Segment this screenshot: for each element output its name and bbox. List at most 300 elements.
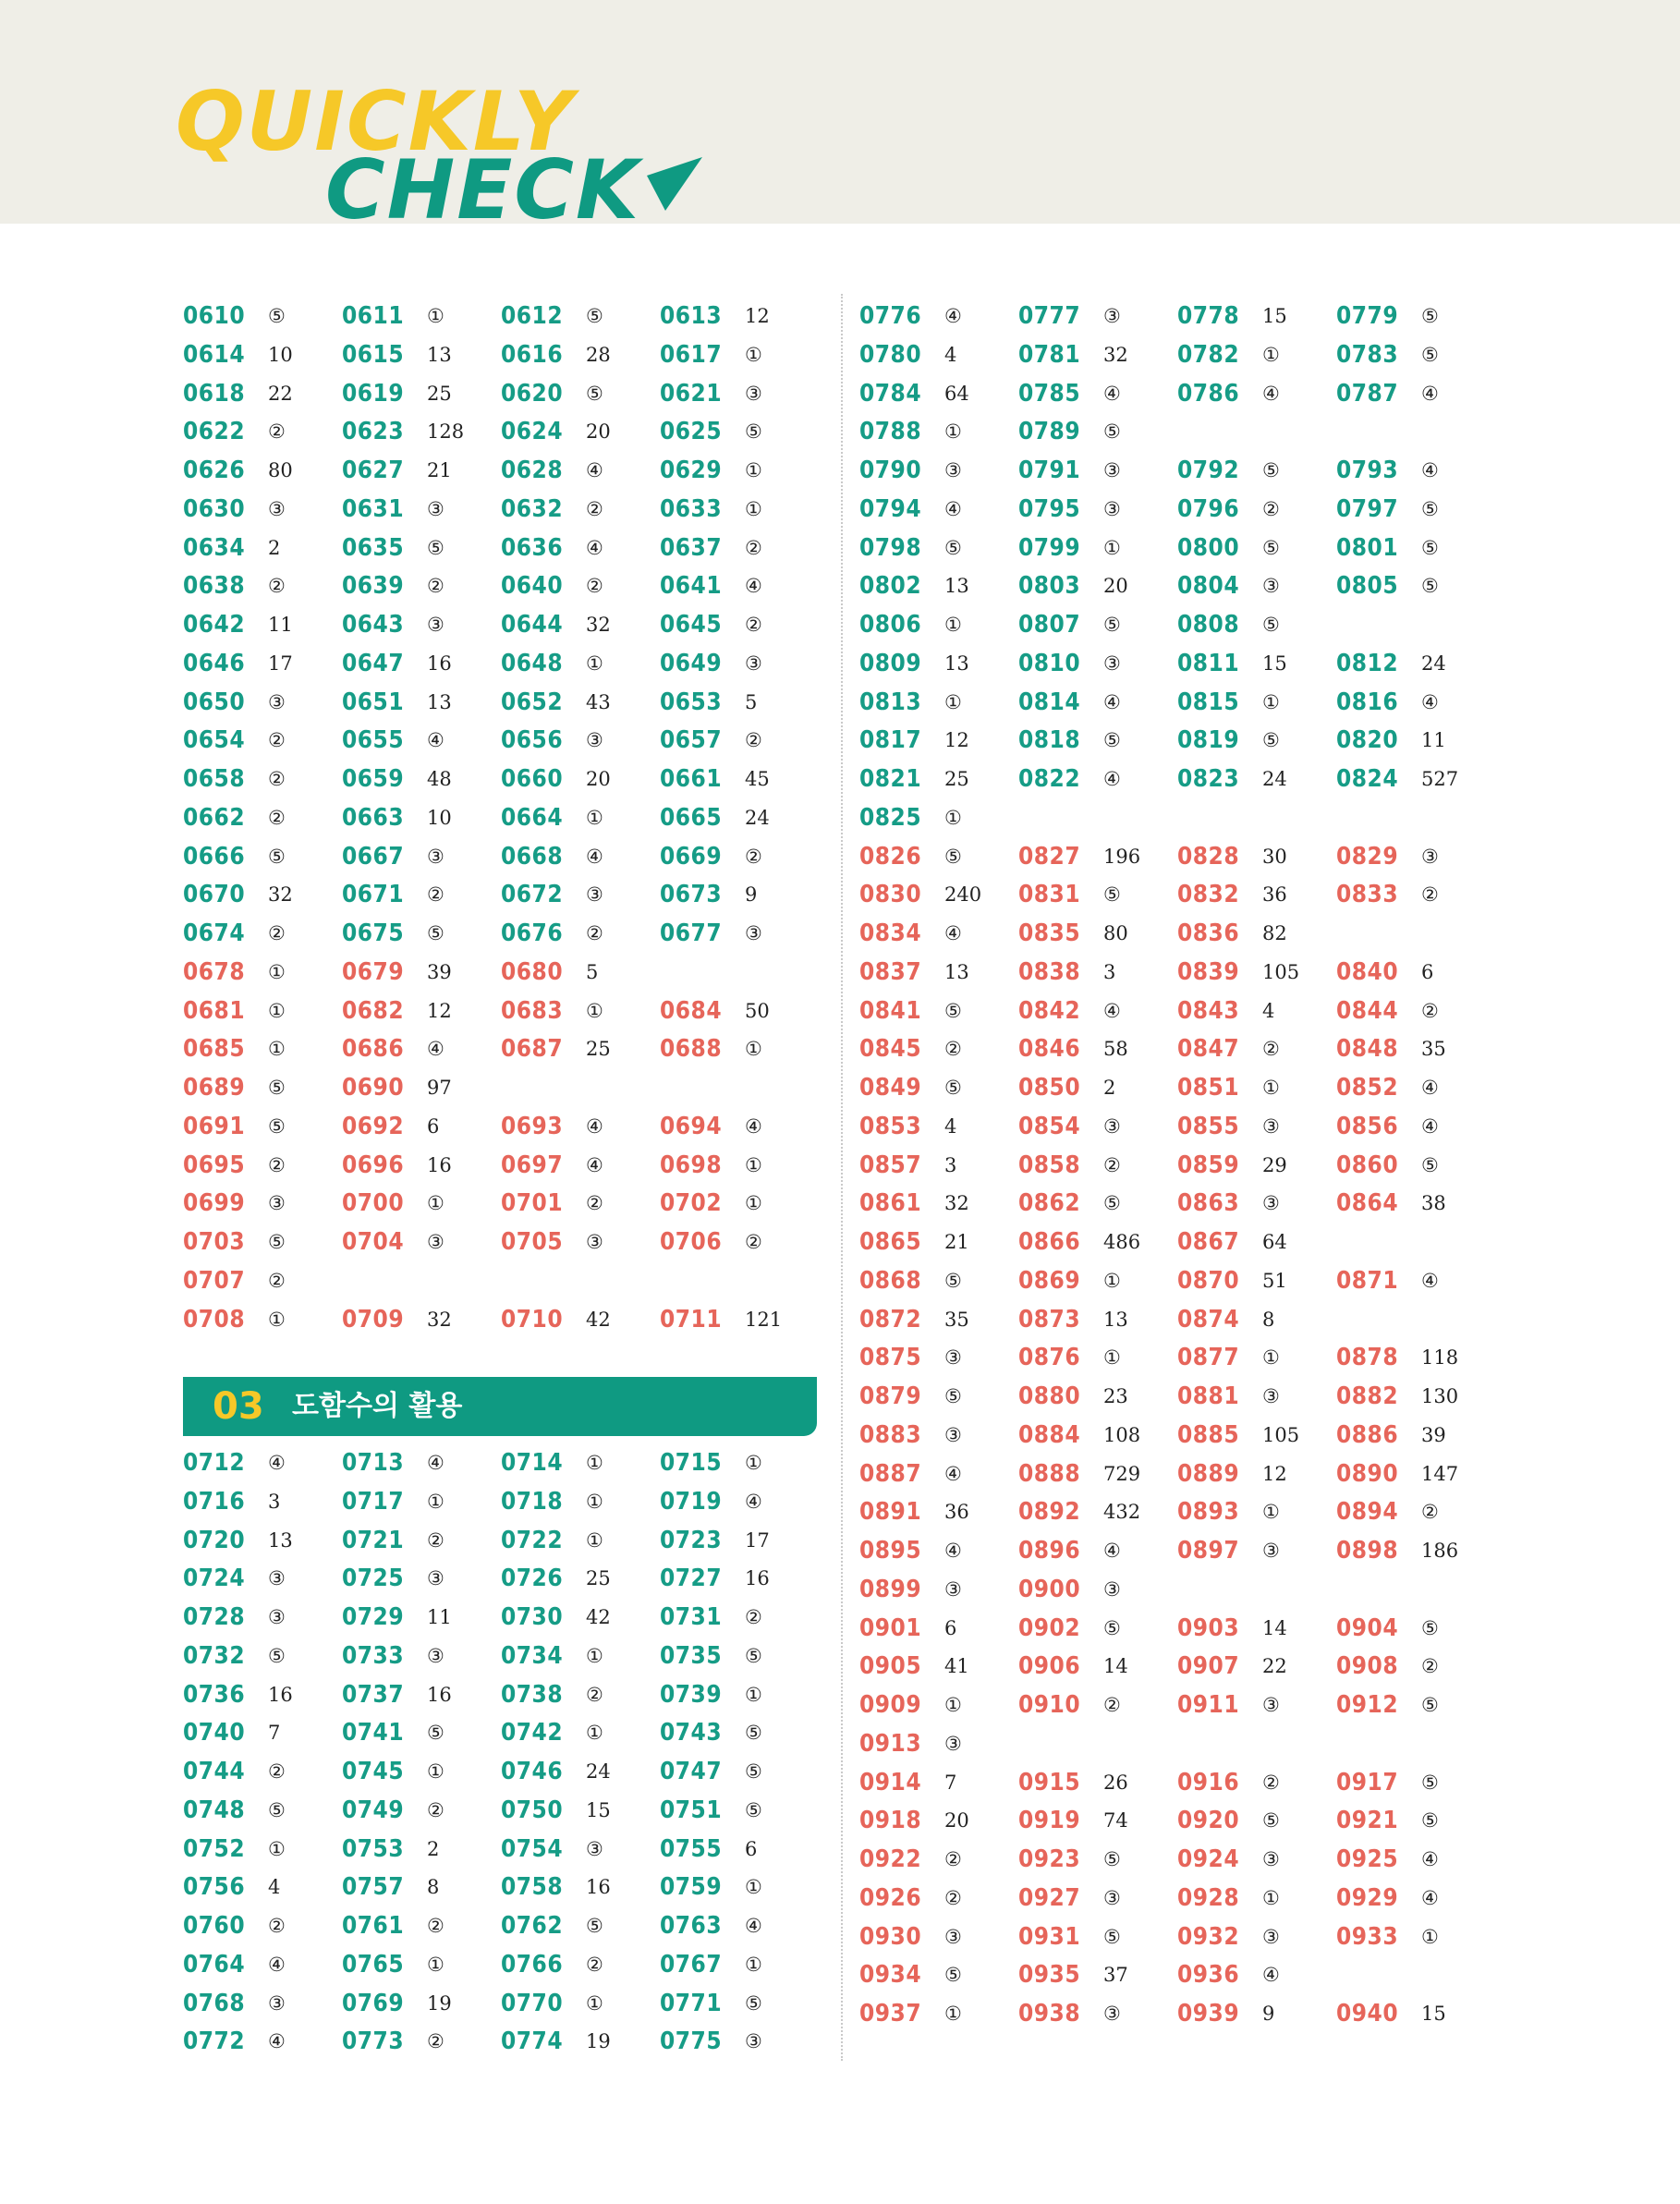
answer-value: ④ xyxy=(944,1462,962,1485)
answer-value: 16 xyxy=(745,1567,770,1590)
section-header xyxy=(183,1377,817,1436)
answer-value: ③ xyxy=(944,1925,962,1948)
answer-value: ④ xyxy=(944,1540,962,1562)
problem-number: 0714 xyxy=(501,1449,564,1477)
problem-number: 0834 xyxy=(859,919,922,947)
problem-number: 0921 xyxy=(1336,1807,1399,1835)
problem-number: 0645 xyxy=(660,611,723,639)
problem-number: 0710 xyxy=(501,1305,564,1333)
problem-number: 0626 xyxy=(183,457,246,484)
answer-value: 48 xyxy=(427,768,452,790)
answer-value: ④ xyxy=(586,845,603,868)
answer-value: 19 xyxy=(427,1991,452,2015)
problem-number: 0798 xyxy=(859,533,922,562)
problem-number: 0699 xyxy=(183,1189,246,1218)
problem-number: 0628 xyxy=(501,457,564,484)
problem-number: 0816 xyxy=(1336,688,1399,716)
answer-value: 74 xyxy=(1103,1809,1128,1833)
problem-number: 0705 xyxy=(501,1228,564,1256)
answer-value: 32 xyxy=(427,1308,452,1331)
answer-value: ② xyxy=(1421,883,1439,907)
problem-number: 0867 xyxy=(1177,1228,1240,1256)
answer-value: ⑤ xyxy=(1103,1848,1121,1870)
problem-number: 0791 xyxy=(1018,457,1081,484)
answer-value: ⑤ xyxy=(268,1231,286,1253)
problem-number: 0620 xyxy=(501,379,564,408)
problem-number: 0758 xyxy=(501,1873,564,1902)
problem-number: 0930 xyxy=(859,1922,922,1951)
section-title: 도함수의 활용 xyxy=(292,1390,463,1422)
problem-number: 0835 xyxy=(1018,919,1081,947)
answer-value: ⑤ xyxy=(268,1798,286,1821)
problem-number: 0891 xyxy=(859,1498,922,1527)
answer-value: ⑤ xyxy=(1262,536,1280,559)
answer-value: 9 xyxy=(745,883,758,907)
answer-value: 13 xyxy=(1103,1308,1128,1331)
problem-number: 0815 xyxy=(1177,688,1240,716)
answer-value: 105 xyxy=(1262,1423,1300,1446)
answer-value: 14 xyxy=(1103,1655,1128,1678)
problem-number: 0830 xyxy=(859,881,922,909)
answer-value: ⑤ xyxy=(944,1385,962,1407)
problem-number: 0909 xyxy=(859,1691,922,1719)
answer-value: 15 xyxy=(1421,2003,1446,2025)
problem-number: 0627 xyxy=(342,457,405,484)
answer-value: ① xyxy=(1262,1501,1280,1524)
problem-number: 0742 xyxy=(501,1719,564,1747)
problem-number: 0883 xyxy=(859,1420,922,1449)
answer-value: ④ xyxy=(1262,1964,1280,1987)
problem-number: 0740 xyxy=(183,1719,246,1747)
problem-number: 0825 xyxy=(859,803,922,832)
problem-number: 0927 xyxy=(1018,1883,1081,1912)
problem-number: 0712 xyxy=(183,1449,246,1477)
problem-number: 0669 xyxy=(660,842,723,871)
answer-value: ① xyxy=(1262,1346,1280,1370)
problem-number: 0743 xyxy=(660,1719,723,1747)
problem-number: 0642 xyxy=(183,611,246,639)
answer-value: 3 xyxy=(944,1153,957,1176)
problem-number: 0938 xyxy=(1018,2000,1081,2027)
problem-number: 0676 xyxy=(501,919,564,947)
problem-number: 0690 xyxy=(342,1074,405,1102)
problem-number: 0795 xyxy=(1018,494,1081,523)
answer-value: ② xyxy=(268,729,286,752)
problem-number: 0884 xyxy=(1018,1420,1081,1449)
problem-number: 0615 xyxy=(342,340,405,369)
problem-number: 0832 xyxy=(1177,881,1240,909)
answer-value: ③ xyxy=(1262,1694,1280,1716)
problem-number: 0859 xyxy=(1177,1151,1240,1179)
problem-number: 0653 xyxy=(660,688,723,716)
problem-number: 0923 xyxy=(1018,1845,1081,1873)
problem-number: 0857 xyxy=(859,1151,922,1179)
answer-value: ① xyxy=(1262,690,1280,713)
problem-number: 0733 xyxy=(342,1641,405,1670)
answer-value: ③ xyxy=(1103,1886,1121,1909)
answer-value: 13 xyxy=(268,1528,293,1552)
problem-number: 0839 xyxy=(1177,957,1240,986)
answer-value: ① xyxy=(268,1038,286,1061)
answer-value: ④ xyxy=(1103,999,1121,1022)
problem-number: 0715 xyxy=(660,1449,723,1477)
answer-value: ① xyxy=(745,1038,762,1061)
answer-value: ② xyxy=(1262,1771,1280,1794)
answer-value: ⑤ xyxy=(1421,1694,1439,1716)
answer-value: 37 xyxy=(1103,1964,1128,1987)
problem-number: 0737 xyxy=(342,1680,405,1709)
problem-number: 0803 xyxy=(1018,572,1081,601)
problem-number: 0684 xyxy=(660,996,723,1025)
answer-value: ⑤ xyxy=(944,1964,962,1987)
answer-value: 432 xyxy=(1103,1501,1141,1524)
answer-value: ⑤ xyxy=(745,1798,762,1821)
problem-number: 0652 xyxy=(501,688,564,716)
answer-value: ③ xyxy=(1262,1114,1280,1138)
problem-number: 0843 xyxy=(1177,996,1240,1025)
problem-number: 0870 xyxy=(1177,1266,1240,1295)
problem-number: 0729 xyxy=(342,1603,405,1631)
problem-number: 0727 xyxy=(660,1565,723,1593)
problem-number: 0713 xyxy=(342,1449,405,1477)
answer-value: ② xyxy=(268,575,286,598)
answer-value: ③ xyxy=(427,1567,444,1590)
problem-number: 0838 xyxy=(1018,957,1081,986)
answer-value: 42 xyxy=(586,1606,611,1628)
problem-number: 0630 xyxy=(183,494,246,523)
answer-value: ① xyxy=(944,2003,962,2025)
answer-value: ① xyxy=(427,1760,444,1783)
problem-number: 0922 xyxy=(859,1845,922,1873)
problem-number: 0887 xyxy=(859,1459,922,1488)
problem-number: 0780 xyxy=(859,340,922,369)
answer-value: ⑤ xyxy=(1103,883,1121,907)
problem-number: 0917 xyxy=(1336,1768,1399,1796)
problem-number: 0670 xyxy=(183,881,246,909)
answer-value: ① xyxy=(1103,1346,1121,1370)
problem-number: 0671 xyxy=(342,881,405,909)
problem-number: 0817 xyxy=(859,726,922,755)
problem-number: 0678 xyxy=(183,957,246,986)
problem-number: 0849 xyxy=(859,1074,922,1102)
problem-number: 0866 xyxy=(1018,1228,1081,1256)
answer-value: ④ xyxy=(1103,690,1121,713)
problem-number: 0784 xyxy=(859,379,922,408)
problem-number: 0747 xyxy=(660,1758,723,1785)
answer-value: 58 xyxy=(1103,1038,1128,1061)
answer-value: 527 xyxy=(1421,768,1459,790)
answer-value: ④ xyxy=(944,497,962,520)
problem-number: 0861 xyxy=(859,1189,922,1218)
problem-number: 0786 xyxy=(1177,379,1240,408)
problem-number: 0847 xyxy=(1177,1035,1240,1064)
answer-value: ② xyxy=(268,1269,286,1292)
problem-number: 0804 xyxy=(1177,572,1240,601)
answer-value: 186 xyxy=(1421,1540,1459,1562)
problem-number: 0667 xyxy=(342,842,405,871)
answer-value: 16 xyxy=(427,1683,452,1706)
answer-value: 130 xyxy=(1421,1385,1459,1407)
problem-number: 0625 xyxy=(660,418,723,446)
problem-number: 0906 xyxy=(1018,1652,1081,1681)
problem-number: 0932 xyxy=(1177,1922,1240,1951)
answer-value: ⑤ xyxy=(944,845,962,868)
problem-number: 0890 xyxy=(1336,1459,1399,1488)
answer-value: 80 xyxy=(268,459,293,481)
problem-number: 0794 xyxy=(859,494,922,523)
answer-value: 32 xyxy=(586,614,611,636)
answer-value: ⑤ xyxy=(268,305,286,327)
answer-value: ③ xyxy=(586,1837,603,1860)
problem-number: 0691 xyxy=(183,1112,246,1140)
answer-value: ② xyxy=(268,1915,286,1937)
answer-value: 13 xyxy=(944,960,969,983)
problem-number: 0844 xyxy=(1336,996,1399,1025)
answer-value: ① xyxy=(586,1452,603,1474)
problem-number: 0792 xyxy=(1177,457,1240,484)
problem-number: 0734 xyxy=(501,1641,564,1670)
answer-value: 6 xyxy=(1421,960,1434,983)
answer-value: ① xyxy=(427,1192,444,1215)
answer-value: ③ xyxy=(427,845,444,868)
answer-value: 97 xyxy=(427,1077,452,1099)
problem-number: 0862 xyxy=(1018,1189,1081,1218)
problem-number: 0882 xyxy=(1336,1382,1399,1410)
answer-value: 8 xyxy=(427,1876,440,1899)
problem-number: 0855 xyxy=(1177,1112,1240,1140)
problem-number: 0813 xyxy=(859,688,922,716)
answer-value: 64 xyxy=(1262,1231,1287,1253)
problem-number: 0756 xyxy=(183,1873,246,1902)
answer-value: 32 xyxy=(268,883,293,907)
answer-value: ① xyxy=(944,420,962,444)
problem-number: 0790 xyxy=(859,457,922,484)
answer-value: ⑤ xyxy=(1421,497,1439,520)
answer-value: ④ xyxy=(745,1915,762,1937)
problem-number: 0668 xyxy=(501,842,564,871)
answer-value: ③ xyxy=(427,497,444,520)
answer-value: ⑤ xyxy=(268,845,286,868)
answer-value: 4 xyxy=(1262,999,1275,1022)
answer-value: ② xyxy=(427,1915,444,1937)
answer-value: ① xyxy=(745,497,762,520)
answer-value: ③ xyxy=(1103,1114,1121,1138)
answer-value: 5 xyxy=(745,690,758,713)
answer-value: ⑤ xyxy=(268,1077,286,1099)
problem-number: 0647 xyxy=(342,649,405,677)
problem-number: 0770 xyxy=(501,1989,564,2017)
problem-number: 0648 xyxy=(501,649,564,677)
problem-number: 0852 xyxy=(1336,1074,1399,1102)
problem-number: 0697 xyxy=(501,1151,564,1179)
answer-value: ③ xyxy=(1262,1848,1280,1870)
problem-number: 0878 xyxy=(1336,1344,1399,1372)
problem-number: 0820 xyxy=(1336,726,1399,755)
answer-value: ② xyxy=(427,1798,444,1821)
answer-value: ⑤ xyxy=(1421,1809,1439,1833)
problem-number: 0688 xyxy=(660,1035,723,1064)
answer-value: 128 xyxy=(427,420,465,444)
answer-value: ⑤ xyxy=(944,1269,962,1292)
problem-number: 0702 xyxy=(660,1189,723,1218)
answer-value: ⑤ xyxy=(944,1077,962,1099)
problem-number: 0695 xyxy=(183,1151,246,1179)
problem-number: 0752 xyxy=(183,1834,246,1863)
problem-number: 0664 xyxy=(501,803,564,832)
problem-number: 0644 xyxy=(501,611,564,639)
problem-number: 0778 xyxy=(1177,302,1240,330)
problem-number: 0725 xyxy=(342,1565,405,1593)
problem-number: 0773 xyxy=(342,2027,405,2056)
answer-value: 6 xyxy=(944,1616,957,1639)
answer-value: ③ xyxy=(427,614,444,636)
problem-number: 0829 xyxy=(1336,842,1399,871)
problem-number: 0616 xyxy=(501,340,564,369)
answer-value: 20 xyxy=(586,420,611,444)
problem-number: 0935 xyxy=(1018,1961,1081,1990)
answer-value: 38 xyxy=(1421,1192,1446,1215)
answer-value: ① xyxy=(1262,1077,1280,1099)
answer-value: ④ xyxy=(1262,382,1280,405)
problem-number: 0636 xyxy=(501,533,564,562)
problem-number: 0686 xyxy=(342,1035,405,1064)
problem-number: 0856 xyxy=(1336,1112,1399,1140)
answer-value: 35 xyxy=(944,1308,969,1331)
answer-value: ② xyxy=(427,1528,444,1552)
problem-number: 0912 xyxy=(1336,1691,1399,1719)
problem-number: 0875 xyxy=(859,1344,922,1372)
problem-number: 0764 xyxy=(183,1950,246,1979)
answer-value: 3 xyxy=(1103,960,1116,983)
answer-value: ② xyxy=(745,845,762,868)
answer-value: ③ xyxy=(268,690,286,713)
answer-value: ④ xyxy=(1421,690,1439,713)
problem-number: 0845 xyxy=(859,1035,922,1064)
answer-value: 17 xyxy=(745,1528,770,1552)
problem-number: 0689 xyxy=(183,1074,246,1102)
problem-number: 0854 xyxy=(1018,1112,1081,1140)
problem-number: 0687 xyxy=(501,1035,564,1064)
answer-value: 15 xyxy=(1262,305,1287,327)
answer-value: ⑤ xyxy=(1103,1925,1121,1948)
answer-value: ① xyxy=(268,960,286,983)
answer-value: ④ xyxy=(268,2030,286,2053)
answer-value: 24 xyxy=(1262,768,1287,790)
problem-number: 0643 xyxy=(342,611,405,639)
answer-value: 16 xyxy=(427,651,452,675)
answer-value: ④ xyxy=(427,1452,444,1474)
answer-value: 32 xyxy=(944,1192,969,1215)
answer-value: ④ xyxy=(1421,1886,1439,1909)
answer-value: 20 xyxy=(586,768,611,790)
problem-number: 0637 xyxy=(660,533,723,562)
problem-number: 0877 xyxy=(1177,1344,1240,1372)
answer-value: 26 xyxy=(1103,1771,1128,1794)
answer-value: ⑤ xyxy=(1103,420,1121,444)
problem-number: 0868 xyxy=(859,1266,922,1295)
answer-value: 4 xyxy=(944,1114,957,1138)
answer-value: 3 xyxy=(268,1490,281,1513)
answer-value: ② xyxy=(1421,999,1439,1022)
answer-value: 6 xyxy=(745,1837,758,1860)
problem-number: 0736 xyxy=(183,1680,246,1709)
problem-number: 0799 xyxy=(1018,533,1081,562)
problem-number: 0919 xyxy=(1018,1807,1081,1835)
answer-value: ① xyxy=(745,343,762,366)
problem-number: 0613 xyxy=(660,302,723,330)
answer-value: ④ xyxy=(1421,1848,1439,1870)
answer-value: ① xyxy=(745,1153,762,1176)
answer-value: ③ xyxy=(427,1231,444,1253)
answer-value: ⑤ xyxy=(1103,729,1121,752)
problem-number: 0680 xyxy=(501,957,564,986)
answer-value: ① xyxy=(1262,343,1280,366)
problem-number: 0638 xyxy=(183,572,246,601)
answer-value: ① xyxy=(586,806,603,829)
answer-value: ① xyxy=(745,1192,762,1215)
problem-number: 0726 xyxy=(501,1565,564,1593)
problem-number: 0663 xyxy=(342,803,405,832)
problem-number: 0711 xyxy=(660,1305,723,1333)
problem-number: 0936 xyxy=(1177,1961,1240,1990)
problem-number: 0639 xyxy=(342,572,405,601)
answer-value: 82 xyxy=(1262,922,1287,944)
answer-value: ① xyxy=(427,1490,444,1513)
answer-value: ① xyxy=(745,1876,762,1899)
column-divider xyxy=(841,294,843,2061)
answer-value: ② xyxy=(745,1231,762,1253)
problem-number: 0873 xyxy=(1018,1305,1081,1333)
problem-number: 0915 xyxy=(1018,1768,1081,1796)
answer-value: ② xyxy=(1421,1655,1439,1678)
answer-value: ③ xyxy=(1103,1577,1121,1601)
answer-value: ③ xyxy=(1103,305,1121,327)
problem-number: 0735 xyxy=(660,1641,723,1670)
problem-number: 0801 xyxy=(1336,533,1399,562)
problem-number: 0755 xyxy=(660,1834,723,1863)
answer-value: ④ xyxy=(268,1452,286,1474)
problem-number: 0928 xyxy=(1177,1883,1240,1912)
answer-value: 10 xyxy=(427,806,452,829)
answer-value: ⑤ xyxy=(1421,343,1439,366)
problem-number: 0634 xyxy=(183,533,246,562)
problem-number: 0904 xyxy=(1336,1613,1399,1642)
problem-number: 0722 xyxy=(501,1526,564,1554)
problem-number: 0777 xyxy=(1018,302,1081,330)
answer-value: ③ xyxy=(268,1192,286,1215)
answer-value: 39 xyxy=(1421,1423,1446,1446)
problem-number: 0914 xyxy=(859,1768,922,1796)
problem-number: 0939 xyxy=(1177,2000,1240,2027)
problem-number: 0807 xyxy=(1018,611,1081,639)
problem-number: 0681 xyxy=(183,996,246,1025)
check-arrow-icon xyxy=(647,157,704,211)
answer-value: ② xyxy=(268,922,286,944)
answer-value: ② xyxy=(944,1848,962,1870)
problem-number: 0706 xyxy=(660,1228,723,1256)
problem-number: 0621 xyxy=(660,379,723,408)
answer-value: 20 xyxy=(944,1809,969,1833)
answer-value: ③ xyxy=(1103,497,1121,520)
problem-number: 0716 xyxy=(183,1487,246,1516)
problem-number: 0850 xyxy=(1018,1074,1081,1102)
problem-number: 0900 xyxy=(1018,1575,1081,1603)
problem-number: 0824 xyxy=(1336,765,1399,793)
answer-value: ② xyxy=(586,1953,603,1976)
answer-value: ⑤ xyxy=(268,1644,286,1667)
answer-value: 2 xyxy=(1103,1077,1116,1099)
problem-number: 0633 xyxy=(660,494,723,523)
